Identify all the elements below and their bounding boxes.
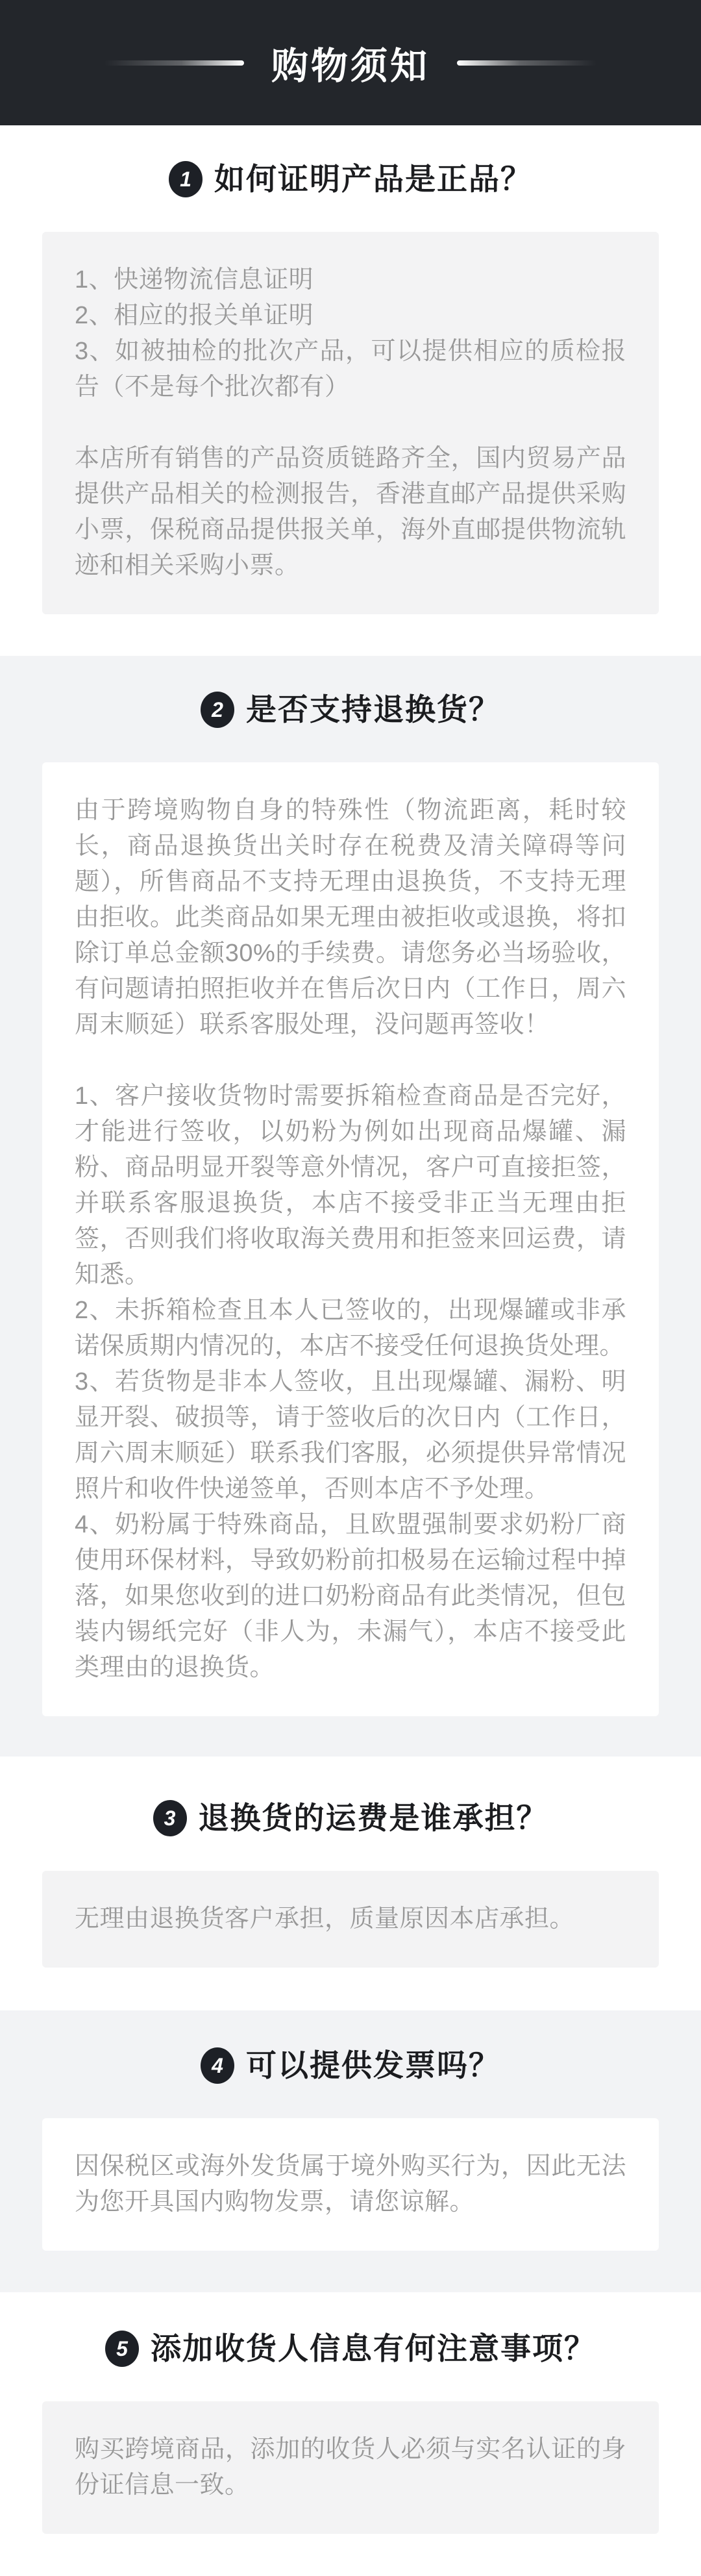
paragraph: 因保税区或海外发货属于境外购买行为，因此无法为您开具国内购物发票，请您谅解。	[75, 2153, 626, 2216]
paragraph: 购买跨境商品，添加的收货人必须与实名认证的身份证信息一致。	[75, 2436, 626, 2499]
paragraph: 4、奶粉属于特殊商品，且欧盟强制要求奶粉厂商使用环保材料，导致奶粉前扣极易在运输过程中掉落，如果您收到的进口奶粉商品有此类情况，但包装内锡纸完好（非人为，未漏气），本店不接受此类理由的退换货。	[75, 1511, 626, 1681]
section-1-heading	[0, 158, 701, 201]
decorative-line-right	[457, 60, 596, 66]
number-4-badge: 4	[201, 2047, 234, 2084]
paragraph: 3、若货物是非本人签收，且出现爆罐、漏粉、明显开裂、破损等，请于签收后的次日内（工作日，周六周末顺延）联系我们客服，必须提供异常情况照片和收件快递签单，否则本店不予处理。	[75, 1368, 626, 1503]
question-text: 退换货的运费是谁承担？	[198, 1801, 548, 1835]
section-invoice	[0, 2010, 701, 2292]
question-text: 是否支持退换货？	[246, 692, 500, 727]
paragraph: 由于跨境购物自身的特殊性（物流距离，耗时较长，商品退换货出关时存在税费及清关障碍等问题），所售商品不支持无理由退换货，不支持无理由拒收。此类商品如果无理由被拒收或退换，将扣除订单总金额30%的手续费。请您务必当场验收，有问题请拍照拒收并在售后次日内（工作日，周六周末顺延）联系客服处理，没问题再签收！	[75, 797, 626, 1038]
paragraph: 1、客户接收货物时需要拆箱检查商品是否完好，才能进行签收，以奶粉为例如出现商品爆罐、漏粉、商品明显开裂等意外情况，客户可直接拒签，并联系客服退换货，本店不接受非正当无理由拒签，否则我们将收取海关费用和拒签来回运费，请知悉。	[75, 1082, 626, 1288]
number-1-badge: 1	[169, 161, 203, 197]
number-3-badge: 3	[153, 1800, 187, 1836]
section-genuine-proof	[0, 125, 701, 656]
section-4-content-box	[42, 2118, 659, 2251]
section-return-policy	[0, 656, 701, 1757]
question-text: 可以提供发票吗？	[246, 2048, 500, 2082]
paragraph: 1、快递物流信息证明	[75, 266, 314, 294]
section-return-shipping-fee	[0, 1757, 701, 2010]
paragraph: 2、相应的报关单证明	[75, 302, 314, 329]
paragraph: 3、如被抽检的批次产品，可以提供相应的质检报告（不是每个批次都有）	[75, 338, 626, 401]
decorative-line-left	[105, 60, 244, 66]
paragraph: 无理由退换货客户承担，质量原因本店承担。	[75, 1905, 575, 1932]
paragraph: 2、未拆箱检查且本人已签收的，出现爆罐或非承诺保质期内情况的，本店不接受任何退换货处理。	[75, 1297, 626, 1360]
section-2-content-box	[42, 762, 659, 1716]
section-recipient-info	[0, 2292, 701, 2576]
number-2-badge: 2	[201, 692, 234, 728]
page-title: 购物须知	[271, 45, 430, 87]
section-2-heading	[0, 688, 701, 731]
header-banner	[0, 0, 701, 125]
section-4-heading	[0, 2044, 701, 2087]
number-5-badge: 5	[105, 2331, 139, 2367]
question-text: 添加收货人信息有何注意事项？	[151, 2331, 596, 2366]
section-3-heading	[0, 1797, 701, 1840]
section-5-heading	[0, 2327, 701, 2370]
paragraph: 本店所有销售的产品资质链路齐全，国内贸易产品提供产品相关的检测报告，香港直邮产品提供采购小票，保税商品提供报关单，海外直邮提供物流轨迹和相关采购小票。	[75, 445, 626, 579]
question-text: 如何证明产品是正品？	[214, 162, 532, 196]
section-3-content-box	[42, 1871, 659, 1968]
section-1-content-box	[42, 232, 659, 614]
section-5-content-box	[42, 2401, 659, 2534]
